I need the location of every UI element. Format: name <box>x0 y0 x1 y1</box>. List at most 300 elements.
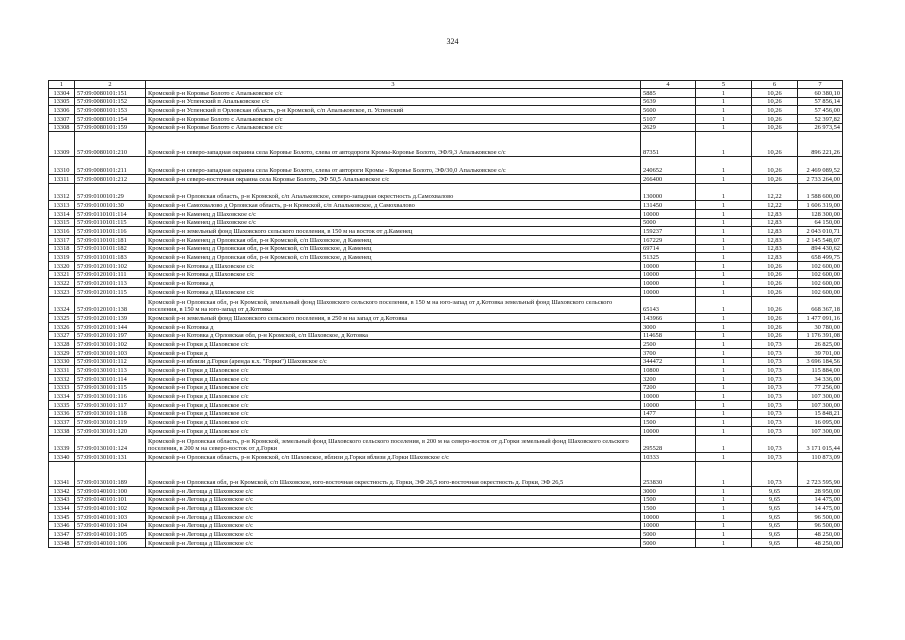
cadastral-number: 57:09:0130101:131 <box>75 453 146 462</box>
area-value: 10333 <box>641 453 696 462</box>
table-row <box>49 521 843 530</box>
cadastral-number: 57:09:0080101:152 <box>75 97 146 106</box>
location-description: Кромской р-н земельный фонд Шаховского сельского поселения, в 150 м на восток от д.Каменец <box>146 227 641 236</box>
table-row <box>49 218 843 227</box>
row-number: 13309 <box>49 132 75 157</box>
table-row <box>49 97 843 106</box>
cadastral-value: 658 499,75 <box>798 253 843 262</box>
cadastral-value: 107 300,00 <box>798 401 843 410</box>
rate-value: 12,83 <box>752 235 798 244</box>
rate-value: 12,83 <box>752 218 798 227</box>
count-value: 1 <box>696 453 752 462</box>
count-value: 1 <box>696 401 752 410</box>
cadastral-number: 57:09:0130101:102 <box>75 340 146 349</box>
area-value: 7200 <box>641 383 696 392</box>
cadastral-number: 57:09:0100101:29 <box>75 183 146 201</box>
area-value: 10000 <box>641 401 696 410</box>
location-description: Кромской р-н Успенский п Орловская область, р-н Кромской, с/п Апальковское, п. Успенский <box>146 106 641 115</box>
location-description: Кромской р-н Самохвалово д Орловская область, р-н Кромской, с/п Апальковское, д Самохвалово <box>146 201 641 210</box>
location-description: Кромской р-н Легоща д Шаховское с/с <box>146 495 641 504</box>
column-header: 4 <box>641 81 696 89</box>
row-number: 13346 <box>49 521 75 530</box>
count-value: 1 <box>696 513 752 522</box>
row-number: 13336 <box>49 409 75 418</box>
cadastral-number: 57:09:0140101:101 <box>75 495 146 504</box>
row-number: 13343 <box>49 495 75 504</box>
cadastral-value: 894 430,62 <box>798 244 843 253</box>
location-description: Кромской р-н Успенский п Апальковское с/с <box>146 97 641 106</box>
rate-value: 10,73 <box>752 366 798 375</box>
location-description: Кромской р-н Легоща д Шаховское с/с <box>146 521 641 530</box>
count-value: 1 <box>696 418 752 427</box>
location-description: Кромской р-н Горки д Шаховское с/с <box>146 340 641 349</box>
rate-value: 10,26 <box>752 97 798 106</box>
location-description: Кромской р-н Орловская область, р-н Кромской, с/п Апальковское, северо-западная окрестность д.Самохвалово <box>146 183 641 201</box>
table-row <box>49 513 843 522</box>
area-value: 5107 <box>641 115 696 124</box>
cadastral-value: 3 696 184,56 <box>798 357 843 366</box>
table-row <box>49 331 843 340</box>
location-description: Кромской р-н Горки д Шаховское с/с <box>146 383 641 392</box>
cadastral-value: 30 780,00 <box>798 322 843 331</box>
count-value: 1 <box>696 340 752 349</box>
table-row <box>49 383 843 392</box>
cadastral-value: 896 221,26 <box>798 132 843 157</box>
rate-value: 10,73 <box>752 375 798 384</box>
count-value: 1 <box>696 409 752 418</box>
row-number: 13321 <box>49 270 75 279</box>
table-row <box>49 401 843 410</box>
row-number: 13327 <box>49 331 75 340</box>
rate-value: 10,26 <box>752 261 798 270</box>
cadastral-number: 57:09:0120101:113 <box>75 279 146 288</box>
count-value: 1 <box>696 357 752 366</box>
area-value: 3700 <box>641 348 696 357</box>
row-number: 13328 <box>49 340 75 349</box>
row-number: 13330 <box>49 357 75 366</box>
table-row <box>49 539 843 548</box>
location-description: Кромской р-н Котовка д <box>146 322 641 331</box>
area-value: 10000 <box>641 288 696 297</box>
cadastral-number: 57:09:0130101:114 <box>75 375 146 384</box>
row-number: 13316 <box>49 227 75 236</box>
row-number: 13304 <box>49 89 75 98</box>
area-value: 10000 <box>641 270 696 279</box>
area-value: 5639 <box>641 97 696 106</box>
location-description: Кромской р-н Горки д Шаховское с/с <box>146 375 641 384</box>
count-value: 1 <box>696 235 752 244</box>
rate-value: 10,26 <box>752 174 798 183</box>
table-row <box>49 409 843 418</box>
rate-value: 9,65 <box>752 504 798 513</box>
location-description: Кромской р-н Горки д Шаховское с/с <box>146 418 641 427</box>
location-description: Кромской р-н Горки д <box>146 348 641 357</box>
cadastral-value: 26 825,00 <box>798 340 843 349</box>
column-header: 5 <box>696 81 752 89</box>
cadastral-value: 60 380,10 <box>798 89 843 98</box>
rate-value: 10,26 <box>752 331 798 340</box>
count-value: 1 <box>696 495 752 504</box>
row-number: 13334 <box>49 392 75 401</box>
cadastral-value: 26 973,54 <box>798 123 843 132</box>
cadastral-value: 48 250,00 <box>798 530 843 539</box>
table-row <box>49 340 843 349</box>
cadastral-number: 57:09:0120101:102 <box>75 261 146 270</box>
rate-value: 10,73 <box>752 401 798 410</box>
table-row <box>49 453 843 462</box>
rate-value: 10,73 <box>752 383 798 392</box>
table-row <box>49 392 843 401</box>
area-value: 240652 <box>641 157 696 175</box>
location-description: Кромской р-н Коровье Болото с Апальковское с/с <box>146 115 641 124</box>
area-value: 69714 <box>641 244 696 253</box>
cadastral-value: 110 873,09 <box>798 453 843 462</box>
rate-value: 9,65 <box>752 495 798 504</box>
table-row <box>49 89 843 98</box>
rate-value: 10,26 <box>752 89 798 98</box>
row-number: 13344 <box>49 504 75 513</box>
cadastral-number: 57:09:0130101:119 <box>75 418 146 427</box>
area-value: 10000 <box>641 427 696 436</box>
row-number: 13305 <box>49 97 75 106</box>
cadastral-number: 57:09:0130101:120 <box>75 427 146 436</box>
rate-value: 10,73 <box>752 409 798 418</box>
rate-value: 10,73 <box>752 427 798 436</box>
count-value: 1 <box>696 97 752 106</box>
count-value: 1 <box>696 253 752 262</box>
area-value: 5000 <box>641 218 696 227</box>
location-description: Кромской р-н Котовка д <box>146 279 641 288</box>
cadastral-number: 57:09:0080101:210 <box>75 132 146 157</box>
location-description: Кромской р-н Орловская область, р-н Кромской, с/п Шаховское, вблизи д.Горки вблизи д.Горки Шаховское с/с <box>146 453 641 462</box>
cadastral-number: 57:09:0120101:197 <box>75 331 146 340</box>
count-value: 1 <box>696 435 752 453</box>
table-row <box>49 227 843 236</box>
cadastral-value: 128 300,00 <box>798 209 843 218</box>
area-value: 10000 <box>641 392 696 401</box>
row-number: 13345 <box>49 513 75 522</box>
area-value: 114658 <box>641 331 696 340</box>
cadastral-value: 34 336,00 <box>798 375 843 384</box>
table-row <box>49 270 843 279</box>
table-row <box>49 296 843 314</box>
count-value: 1 <box>696 201 752 210</box>
cadastral-value: 102 600,00 <box>798 270 843 279</box>
rate-value: 10,26 <box>752 288 798 297</box>
area-value: 295528 <box>641 435 696 453</box>
table-row <box>49 495 843 504</box>
area-value: 143966 <box>641 314 696 323</box>
area-value: 167229 <box>641 235 696 244</box>
cadastral-value: 52 397,82 <box>798 115 843 124</box>
cadastral-value: 57 456,00 <box>798 106 843 115</box>
cadastral-number: 57:09:0080101:154 <box>75 115 146 124</box>
area-value: 1477 <box>641 409 696 418</box>
row-number: 13329 <box>49 348 75 357</box>
area-value: 65143 <box>641 296 696 314</box>
rate-value: 12,22 <box>752 183 798 201</box>
cadastral-value: 57 856,14 <box>798 97 843 106</box>
area-value: 5000 <box>641 539 696 548</box>
rate-value: 9,65 <box>752 487 798 496</box>
cadastral-value: 3 171 015,44 <box>798 435 843 453</box>
count-value: 1 <box>696 296 752 314</box>
table-row <box>49 279 843 288</box>
cadastral-number: 57:09:0140101:103 <box>75 513 146 522</box>
area-value: 2500 <box>641 340 696 349</box>
cadastral-number: 57:09:0130101:116 <box>75 392 146 401</box>
row-number: 13306 <box>49 106 75 115</box>
rate-value: 10,73 <box>752 348 798 357</box>
rate-value: 12,83 <box>752 209 798 218</box>
cadastral-number: 57:09:0110101:182 <box>75 244 146 253</box>
row-number: 13319 <box>49 253 75 262</box>
cadastral-number: 57:09:0120101:144 <box>75 322 146 331</box>
area-value: 5000 <box>641 530 696 539</box>
rate-value: 10,73 <box>752 462 798 487</box>
count-value: 1 <box>696 174 752 183</box>
table-row <box>49 157 843 175</box>
cadastral-value: 28 950,00 <box>798 487 843 496</box>
cadastral-value: 102 600,00 <box>798 261 843 270</box>
location-description: Кромской р-н северо-восточная окраина села Коровье Болото, ЭФ 50,5 Апальковское с/с <box>146 174 641 183</box>
table-row <box>49 132 843 157</box>
cadastral-value: 2 723 595,90 <box>798 462 843 487</box>
cadastral-value: 14 475,00 <box>798 504 843 513</box>
table-row <box>49 235 843 244</box>
location-description: Кромской р-н Легоща д Шаховское с/с <box>146 530 641 539</box>
count-value: 1 <box>696 157 752 175</box>
rate-value: 10,73 <box>752 340 798 349</box>
land-register-table <box>48 80 843 548</box>
cadastral-number: 57:09:0110101:116 <box>75 227 146 236</box>
location-description: Кромской р-н Легоща д Шаховское с/с <box>146 487 641 496</box>
area-value: 344472 <box>641 357 696 366</box>
count-value: 1 <box>696 322 752 331</box>
area-value: 2629 <box>641 123 696 132</box>
row-number: 13337 <box>49 418 75 427</box>
rate-value: 10,73 <box>752 357 798 366</box>
table-row <box>49 322 843 331</box>
count-value: 1 <box>696 375 752 384</box>
count-value: 1 <box>696 539 752 548</box>
rate-value: 10,26 <box>752 314 798 323</box>
count-value: 1 <box>696 383 752 392</box>
table-row <box>49 123 843 132</box>
rate-value: 12,83 <box>752 244 798 253</box>
cadastral-value: 96 500,00 <box>798 521 843 530</box>
rate-value: 9,65 <box>752 521 798 530</box>
count-value: 1 <box>696 331 752 340</box>
location-description: Кромской р-н Горки д Шаховское с/с <box>146 392 641 401</box>
count-value: 1 <box>696 115 752 124</box>
count-value: 1 <box>696 392 752 401</box>
rate-value: 9,65 <box>752 513 798 522</box>
row-number: 13314 <box>49 209 75 218</box>
area-value: 5600 <box>641 106 696 115</box>
row-number: 13338 <box>49 427 75 436</box>
count-value: 1 <box>696 530 752 539</box>
cadastral-value: 1 176 391,08 <box>798 331 843 340</box>
location-description: Кромской р-н Легоща д Шаховское с/с <box>146 539 641 548</box>
cadastral-number: 57:09:0120101:138 <box>75 296 146 314</box>
cadastral-number: 57:09:0120101:111 <box>75 270 146 279</box>
area-value: 10000 <box>641 279 696 288</box>
cadastral-number: 57:09:0080101:211 <box>75 157 146 175</box>
table-row <box>49 504 843 513</box>
cadastral-number: 57:09:0130101:103 <box>75 348 146 357</box>
cadastral-value: 1 588 600,00 <box>798 183 843 201</box>
table-row <box>49 530 843 539</box>
row-number: 13339 <box>49 435 75 453</box>
column-header: 1 <box>49 81 75 89</box>
table-row <box>49 106 843 115</box>
table-row <box>49 183 843 201</box>
cadastral-number: 57:09:0080101:153 <box>75 106 146 115</box>
area-value: 10000 <box>641 209 696 218</box>
cadastral-value: 15 848,21 <box>798 409 843 418</box>
table-row <box>49 366 843 375</box>
count-value: 1 <box>696 270 752 279</box>
count-value: 1 <box>696 132 752 157</box>
table-row <box>49 253 843 262</box>
location-description: Кромской р-н Котовка д Шаховское с/с <box>146 288 641 297</box>
cadastral-number: 57:09:0120101:139 <box>75 314 146 323</box>
area-value: 253830 <box>641 462 696 487</box>
area-value: 266400 <box>641 174 696 183</box>
cadastral-number: 57:09:0140101:106 <box>75 539 146 548</box>
cadastral-number: 57:09:0130101:117 <box>75 401 146 410</box>
count-value: 1 <box>696 218 752 227</box>
cadastral-number: 57:09:0130101:112 <box>75 357 146 366</box>
location-description: Кромской р-н северо-западная окраина села Коровье Болото, слева от автодороги Кромы-Коровье Болото, ЭФ/9,3 Апальковское с/с <box>146 132 641 157</box>
area-value: 1500 <box>641 418 696 427</box>
table-row <box>49 314 843 323</box>
location-description: Кромской р-н северо-западная окраина села Коровье Болото, слева от автороги Кромы - Коровье Болото, ЭФ/30,0 Апальковское с/с <box>146 157 641 175</box>
rate-value: 9,65 <box>752 539 798 548</box>
row-number: 13335 <box>49 401 75 410</box>
count-value: 1 <box>696 279 752 288</box>
row-number: 13332 <box>49 375 75 384</box>
rate-value: 10,73 <box>752 435 798 453</box>
column-header: 6 <box>752 81 798 89</box>
row-number: 13340 <box>49 453 75 462</box>
count-value: 1 <box>696 427 752 436</box>
area-value: 1500 <box>641 504 696 513</box>
rate-value: 10,26 <box>752 106 798 115</box>
location-description: Кромской р-н Коровье Болото с Апальковское с/с <box>146 89 641 98</box>
cadastral-number: 57:09:0130101:113 <box>75 366 146 375</box>
cadastral-number: 57:09:0140101:104 <box>75 521 146 530</box>
table-row <box>49 462 843 487</box>
row-number: 13341 <box>49 462 75 487</box>
cadastral-number: 57:09:0130101:124 <box>75 435 146 453</box>
cadastral-number: 57:09:0120101:115 <box>75 288 146 297</box>
count-value: 1 <box>696 106 752 115</box>
count-value: 1 <box>696 504 752 513</box>
table-row <box>49 201 843 210</box>
location-description: Кромской р-н земельный фонд Шаховского сельского поселения, в 250 м на запад от д.Котовка <box>146 314 641 323</box>
count-value: 1 <box>696 89 752 98</box>
cadastral-value: 48 250,00 <box>798 539 843 548</box>
location-description: Кромской р-н Каменец д Орловская обл, р-н Кромской, с/п Шаховское, д Каменец <box>146 244 641 253</box>
area-value: 10000 <box>641 521 696 530</box>
count-value: 1 <box>696 487 752 496</box>
row-number: 13310 <box>49 157 75 175</box>
rate-value: 9,65 <box>752 530 798 539</box>
rate-value: 10,26 <box>752 296 798 314</box>
rate-value: 10,26 <box>752 270 798 279</box>
area-value: 10000 <box>641 261 696 270</box>
count-value: 1 <box>696 288 752 297</box>
cadastral-number: 57:09:0080101:151 <box>75 89 146 98</box>
count-value: 1 <box>696 209 752 218</box>
row-number: 13312 <box>49 183 75 201</box>
table-row <box>49 357 843 366</box>
rate-value: 10,26 <box>752 123 798 132</box>
table-row <box>49 418 843 427</box>
row-number: 13324 <box>49 296 75 314</box>
cadastral-value: 77 256,00 <box>798 383 843 392</box>
row-number: 13326 <box>49 322 75 331</box>
location-description: Кромской р-н Котовка д Шаховское с/с <box>146 270 641 279</box>
count-value: 1 <box>696 462 752 487</box>
row-number: 13342 <box>49 487 75 496</box>
area-value: 10000 <box>641 513 696 522</box>
area-value: 130000 <box>641 183 696 201</box>
cadastral-value: 107 300,00 <box>798 427 843 436</box>
cadastral-value: 16 095,00 <box>798 418 843 427</box>
table-row <box>49 348 843 357</box>
column-header: 3 <box>146 81 641 89</box>
table-row <box>49 174 843 183</box>
location-description: Кромской р-н Коровье Болото с Апальковское с/с <box>146 123 641 132</box>
rate-value: 10,26 <box>752 279 798 288</box>
cadastral-number: 57:09:0080101:159 <box>75 123 146 132</box>
table-row <box>49 487 843 496</box>
table-row <box>49 288 843 297</box>
cadastral-value: 107 300,00 <box>798 392 843 401</box>
row-number: 13307 <box>49 115 75 124</box>
row-number: 13318 <box>49 244 75 253</box>
count-value: 1 <box>696 314 752 323</box>
row-number: 13315 <box>49 218 75 227</box>
row-number: 13311 <box>49 174 75 183</box>
cadastral-number: 57:09:0140101:100 <box>75 487 146 496</box>
cadastral-number: 57:09:0140101:102 <box>75 504 146 513</box>
cadastral-number: 57:09:0100101:30 <box>75 201 146 210</box>
cadastral-value: 668 367,18 <box>798 296 843 314</box>
row-number: 13325 <box>49 314 75 323</box>
location-description: Кромской р-н Каменец д Орловская обл, р-н Кромской, с/п Шаховское, д Каменец <box>146 235 641 244</box>
header-row <box>49 81 843 89</box>
row-number: 13347 <box>49 530 75 539</box>
count-value: 1 <box>696 366 752 375</box>
row-number: 13323 <box>49 288 75 297</box>
rate-value: 10,26 <box>752 132 798 157</box>
row-number: 13317 <box>49 235 75 244</box>
rate-value: 12,22 <box>752 201 798 210</box>
location-description: Кромской р-н Легоща д Шаховское с/с <box>146 513 641 522</box>
location-description: Кромской р-н Горки д Шаховское с/с <box>146 401 641 410</box>
cadastral-value: 39 701,00 <box>798 348 843 357</box>
location-description: Кромской р-н Орловская обл, р-н Кромской, земельный фонд Шаховского сельского поселения, в 150 м на юго-запад от д.Котовка земельный фонд Шаховского сельского поселения, в 150 м на юго-запад от д.Котовка <box>146 296 641 314</box>
column-header: 7 <box>798 81 843 89</box>
table-row <box>49 115 843 124</box>
location-description: Кромской р-н Горки д Шаховское с/с <box>146 409 641 418</box>
rate-value: 12,83 <box>752 253 798 262</box>
area-value: 87351 <box>641 132 696 157</box>
